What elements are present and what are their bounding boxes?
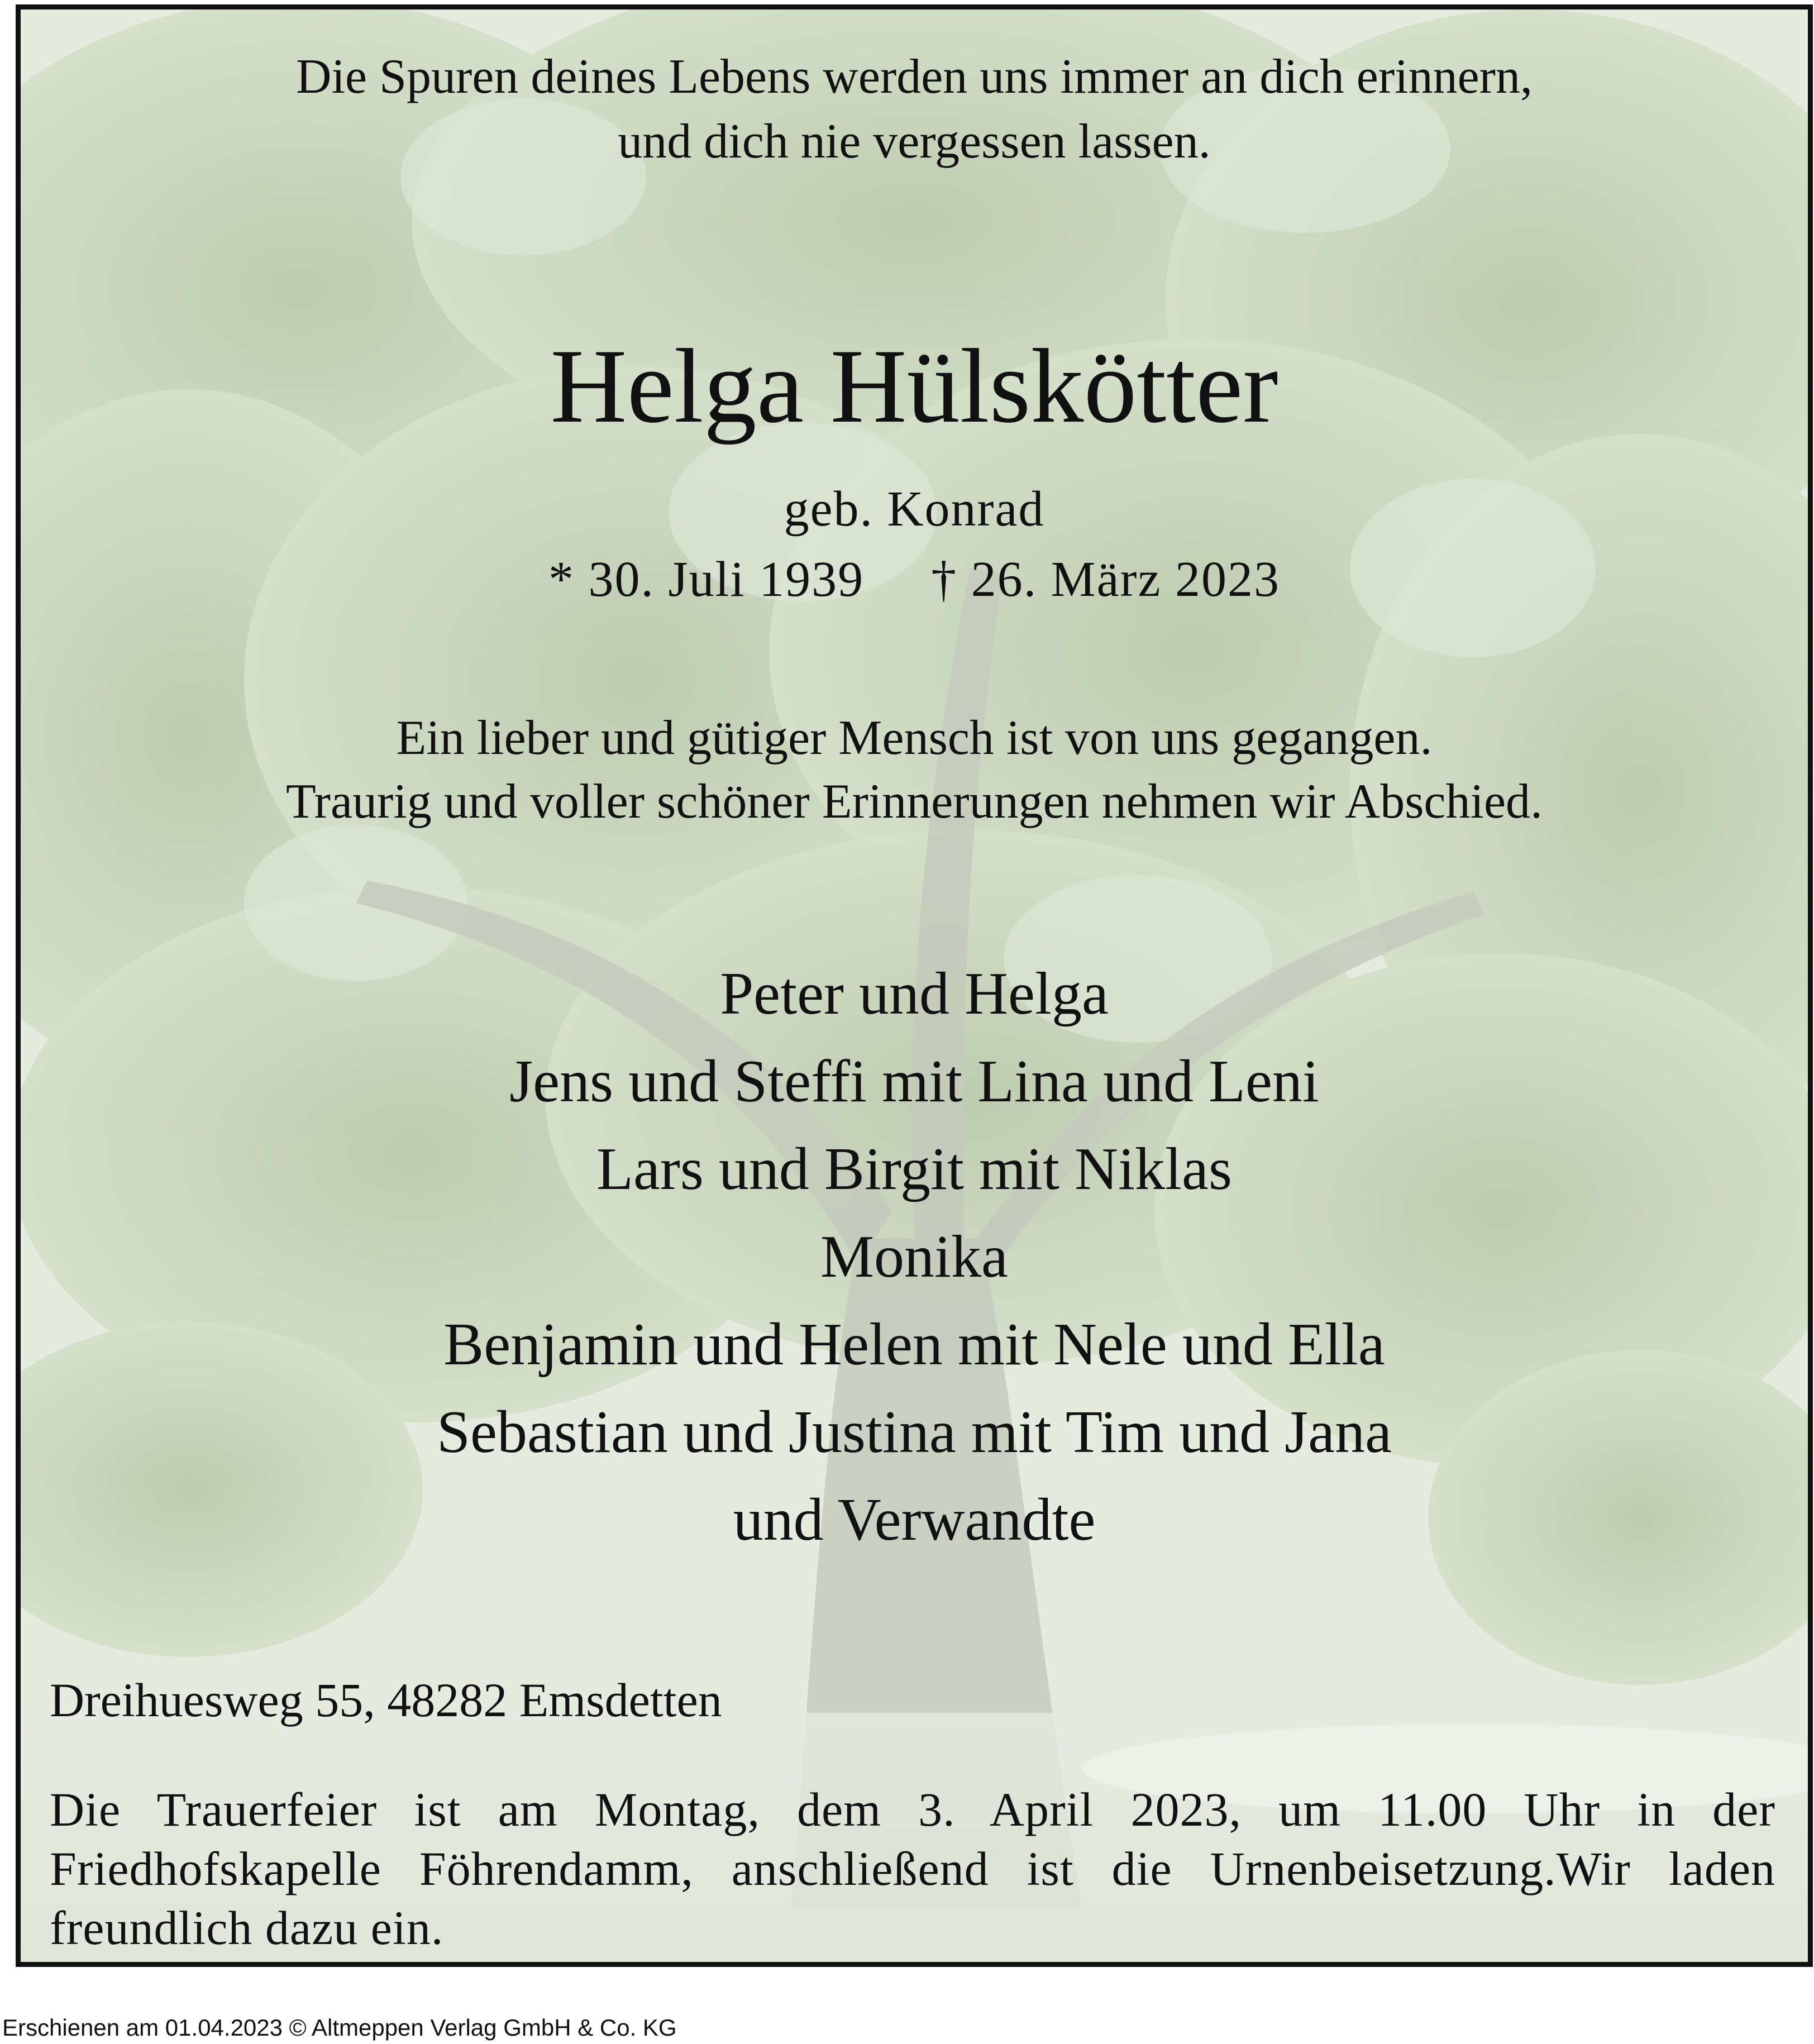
mourner-address: Dreihuesweg 55, 48282 Emsdetten	[50, 1673, 722, 1727]
mourner-line: Peter und Helga	[720, 961, 1109, 1027]
farewell-line-2: Traurig und voller schöner Erinnerungen nehmen wir Abschied.	[285, 775, 1543, 829]
funeral-service-info: Die Trauerfeier ist am Montag, dem 3. April 2023, um 11.00 Uhr in der Friedhofskapelle Föhrendamm, anschließend ist die Urnenbeisetzung.Wir laden freundlich dazu ein.	[50, 1783, 1775, 1955]
mourner-line: Benjamin und Helen mit Nele und Ella	[443, 1311, 1385, 1378]
mourner-line: Lars und Birgit mit Niklas	[596, 1136, 1232, 1202]
obituary-notice	[16, 4, 1813, 1967]
mourner-line: Monika	[820, 1224, 1008, 1290]
deceased-name: Helga Hülskötter	[550, 328, 1278, 445]
motto-line-1: Die Spuren deines Lebens werden uns immer an dich erinnern,	[296, 50, 1533, 104]
birth-date: * 30. Juli 1939	[548, 552, 865, 607]
motto-line-2: und dich nie vergessen lassen.	[618, 114, 1211, 169]
farewell-line-1: Ein lieber und gütiger Mensch ist von uns gegangen.	[396, 711, 1433, 765]
mourner-line: Sebastian und Justina mit Tim und Jana	[436, 1399, 1392, 1465]
mourner-line: Jens und Steffi mit Lina und Leni	[509, 1048, 1319, 1115]
mourner-line: und Verwandte	[733, 1487, 1096, 1553]
maiden-name: geb. Konrad	[784, 481, 1045, 537]
life-dates	[21, 549, 1808, 610]
death-date: † 26. März 2023	[931, 552, 1280, 607]
publication-credit: Erschienen am 01.04.2023 © Altmeppen Verlag GmbH & Co. KG	[2, 2014, 677, 2041]
